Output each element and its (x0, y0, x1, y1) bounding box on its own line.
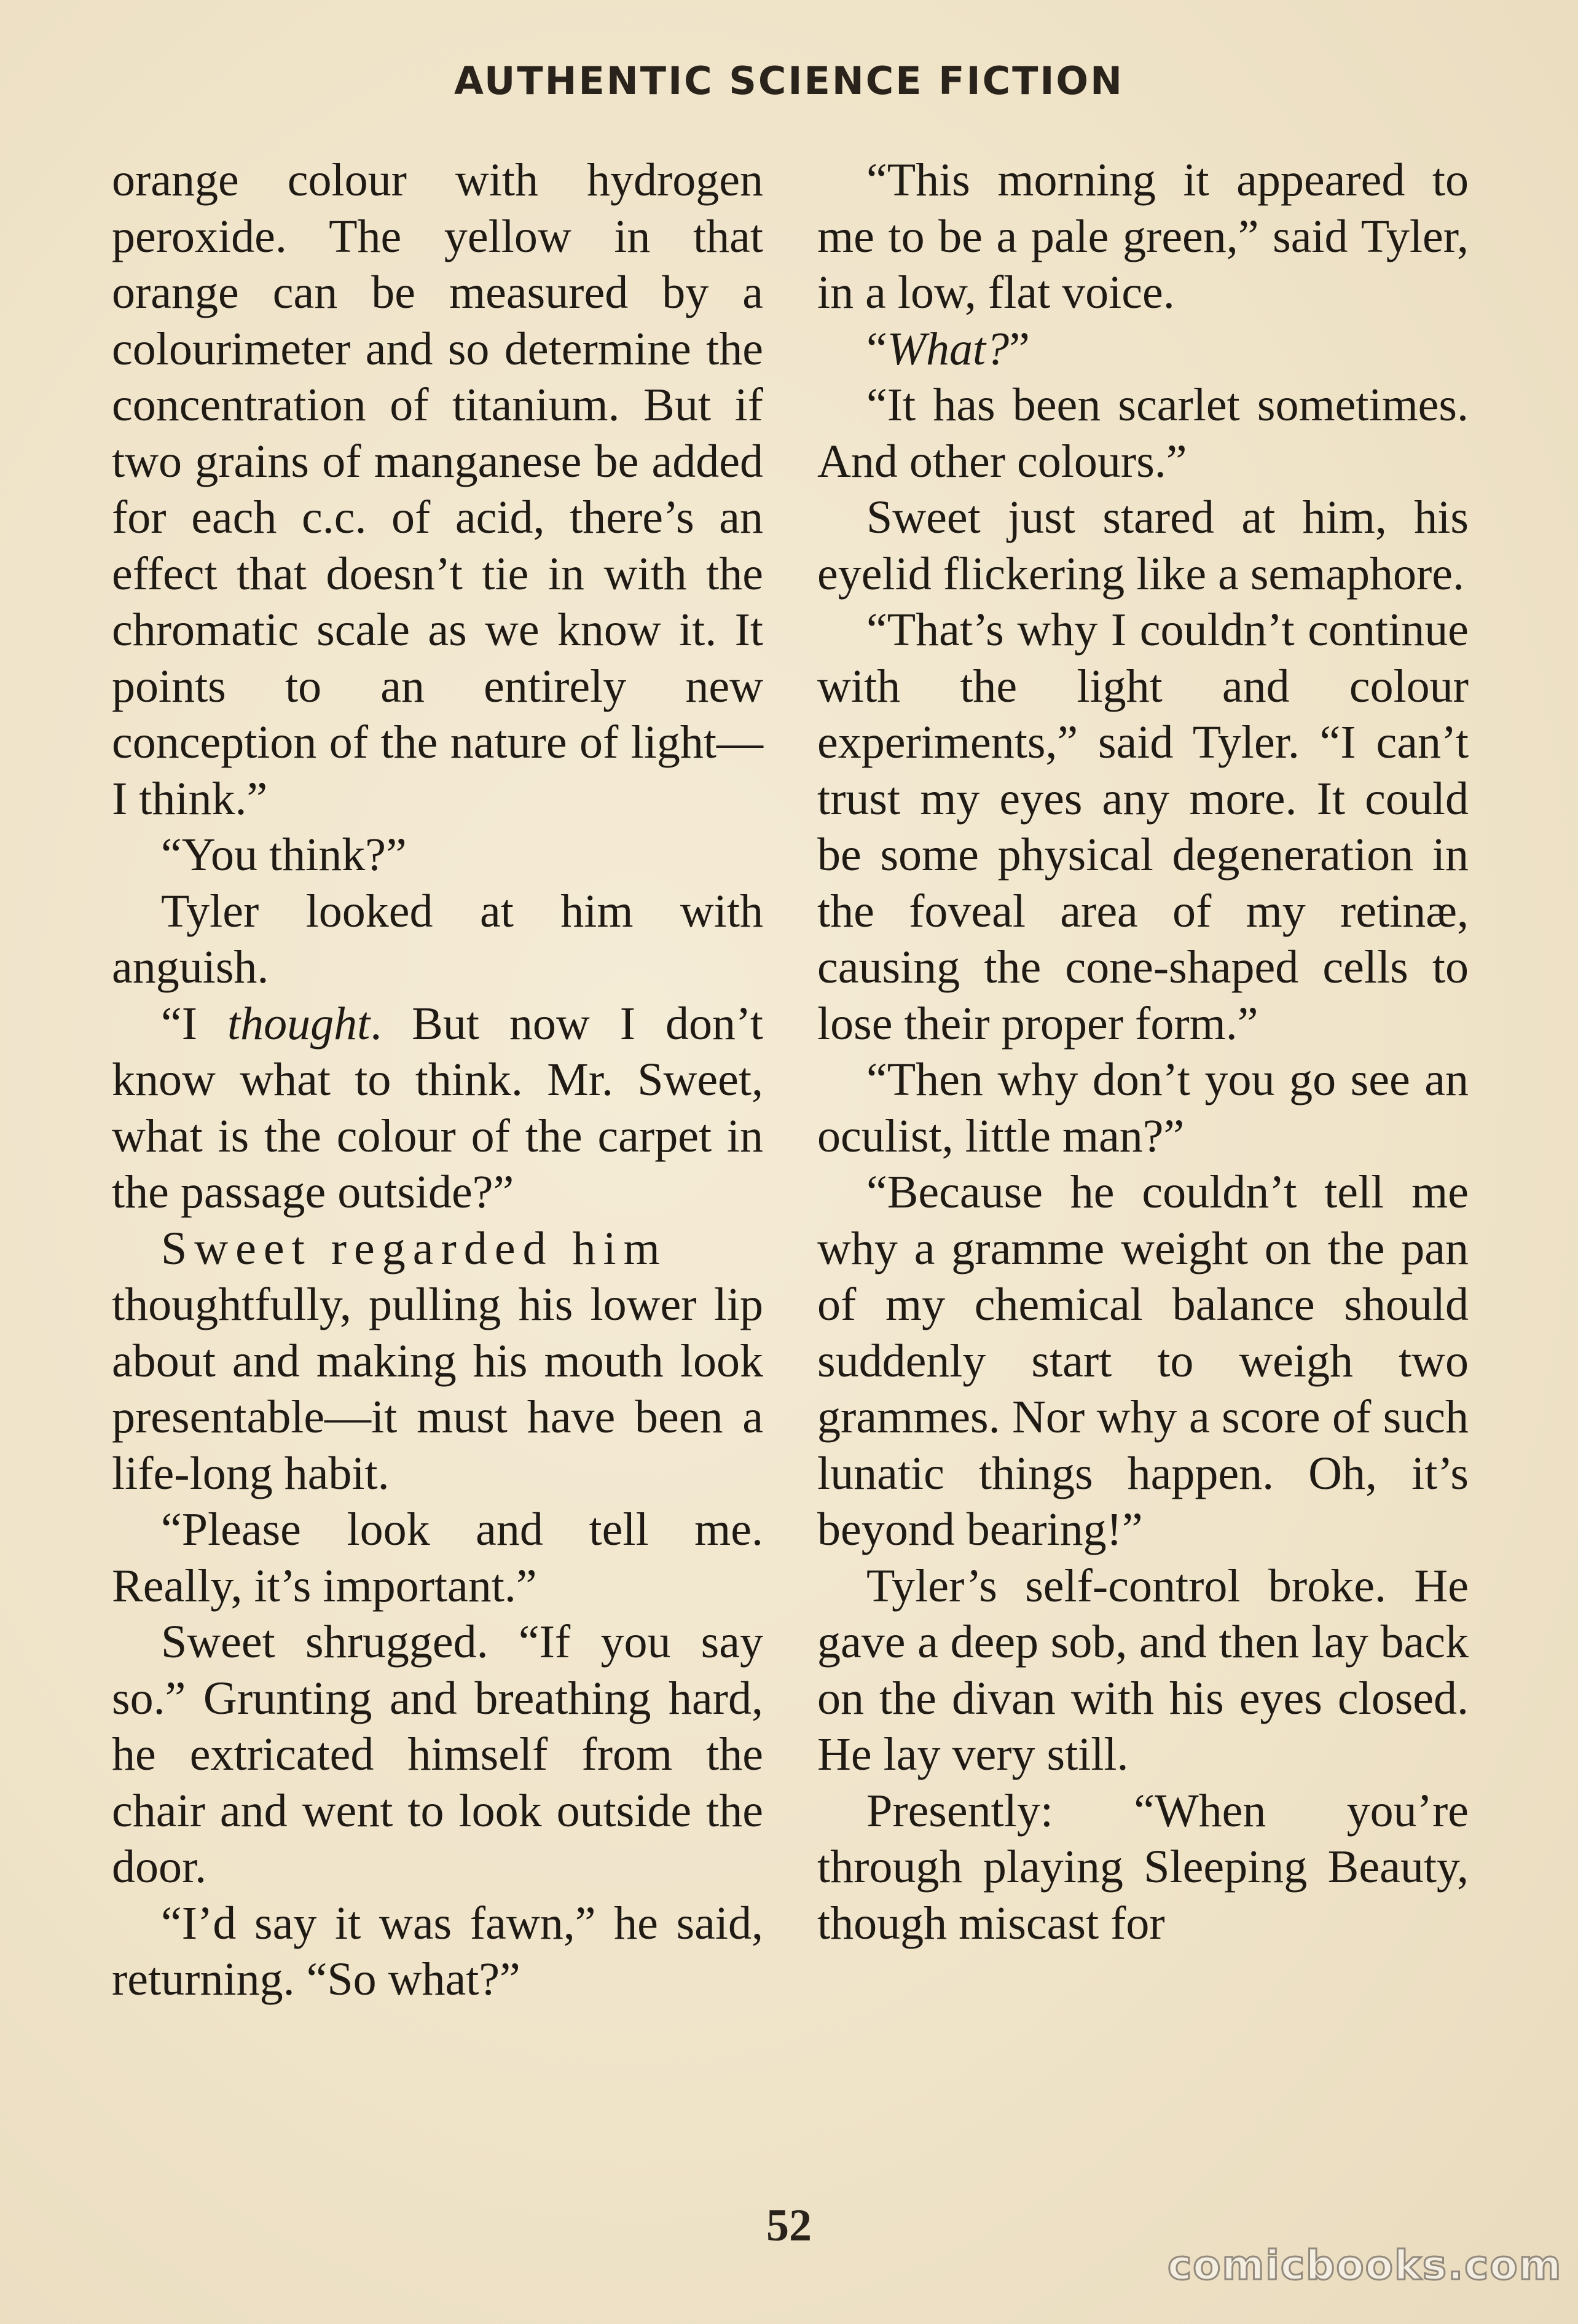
paragraph: Presently: “When you’re through playing Sleeping Beauty, though miscast for (817, 1784, 1469, 1949)
text-run: “ (866, 323, 887, 375)
emphasis-text: What? (887, 323, 1010, 375)
paragraph: “You think?” (161, 829, 407, 881)
running-head: AUTHENTIC SCIENCE FICTION (453, 58, 1125, 103)
paragraph: “Please look and tell me. Really, it’s important.” (112, 1504, 763, 1612)
text-run: “I (161, 997, 227, 1050)
paragraph: “Then why don’t you go see an oculist, little man?” (817, 1054, 1469, 1162)
paragraph (112, 996, 763, 1221)
right-column (817, 152, 1469, 1952)
text-run: ” (1009, 323, 1030, 375)
paragraph: “Because he couldn’t tell me why a gramme weight on the pan of my chemical balance should suddenly start to weigh two grammes. Nor why a score of such lunatic things happen. Oh, it’s beyond bearing!” (817, 1166, 1469, 1555)
page-number: 52 (766, 2200, 812, 2251)
text-run: . But now I don’t know what to think. Mr. Sweet, what is the colour of the carpet in the passage outside?” (112, 997, 763, 1218)
paragraph: “That’s why I couldn’t continue with the light and colour experiments,” said Tyler. “I can’t trust my eyes any more. It could be some physical degeneration in the foveal area of my retinæ, causing the cone-shaped cells to lose their proper form.” (817, 604, 1469, 1050)
paragraph: orange colour with hydrogen peroxide. The yellow in that orange can be measured by a colourimeter and so determine the concentration of titanium. But if two grains of manganese be added for each c.c. of acid, there’s an effect that doesn’t tie in with the chromatic scale as we know it. It points to an entirely new conception of the nature of light—I think.” (112, 154, 763, 825)
paragraph: Sweet shrugged. “If you say so.” Grunting and breathing hard, he extricated himself from the chair and went to look outside the door. (112, 1616, 763, 1893)
paragraph: “This morning it appeared to me to be a pale green,” said Tyler, in a low, flat voice. (817, 154, 1469, 318)
paragraph: Sweet just stared at him, his eyelid flickering like a semaphore. (817, 492, 1469, 600)
paragraph: “I’d say it was fawn,” he said, returning. “So what?” (112, 1897, 763, 2005)
paragraph: Tyler’s self-control broke. He gave a deep sob, and then lay back on the divan with his eyes closed. He lay very still. (817, 1560, 1469, 1780)
paragraph: Tyler looked at him with anguish. (112, 885, 763, 993)
left-column (112, 152, 763, 2008)
paragraph (817, 321, 1469, 378)
paragraph: Sweet regarded him (161, 1222, 667, 1274)
watermark: comicbooks.com (1168, 2242, 1563, 2289)
emphasis-text: thought (227, 997, 371, 1050)
paragraph: “It has been scarlet sometimes. And other colours.” (817, 379, 1469, 487)
paragraph: thoughtfully, pulling his lower lip about and making his mouth look presentable—it must have been a life-long habit. (112, 1279, 763, 1499)
